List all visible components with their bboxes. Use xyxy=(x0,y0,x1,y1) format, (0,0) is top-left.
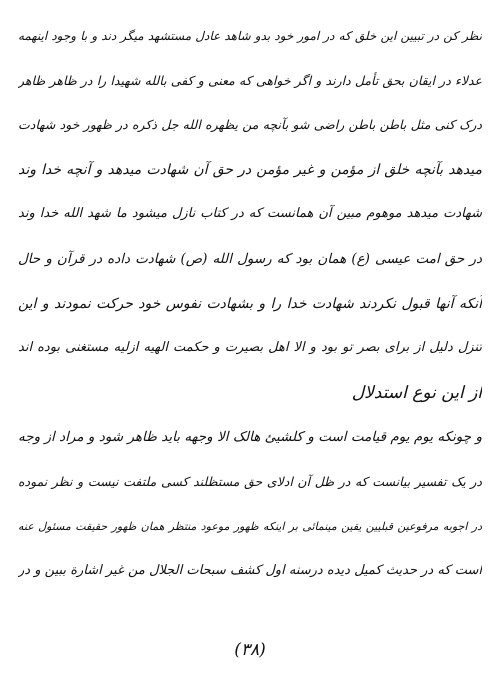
text-line: از این نوع استدلال xyxy=(351,382,482,403)
text-line: شهادت میدهد موهوم مبین آن همانست که در کتاب نازل میشود ما شهد الله خدا وند xyxy=(18,206,482,222)
text-line: در اجوبه مرفوعین قبلیین یقین مینمائی بر اینکه ظهور موعود منتظر همان ظهور حقیقت مسئول عنه xyxy=(18,519,482,533)
text-line: میدهد بآنچه خلق از مؤمن و غیر مؤمن در حق آن شهادت میدهد و آنچه خدا وند xyxy=(18,161,482,178)
text-line: و چونکه یوم یوم قیامت است و کلشیئ هالک الا وجهه باید ظاهر شود و مراد از وجه xyxy=(18,429,482,446)
text-line: آنکه آنها قبول نکردند شهادت خدا را و بشهادت نفوس خود حرکت نمودند و این xyxy=(18,295,482,312)
page-number: (۳۸) xyxy=(234,640,266,660)
text-line: تنزل دلیل از برای بصر تو بود و الا اهل بصیرت و حکمت الهیه ازلیه مستغنی بوده اند xyxy=(18,340,482,356)
text-line: عدلاء در ایقان بحق تأمل دارند و اگر خواهی که معنی و کفی بالله شهیدا را در ظاهر ظاهر xyxy=(18,72,482,88)
body-text xyxy=(18,14,482,594)
text-line: است که در حدیث کمیل دیده درسنه اول کشف سبحات الجلال من غیر اشارة ببین و در xyxy=(18,563,482,579)
text-line: در حق امت عیسی (ع) همان بود که رسول الله (ص) شهادت داده در قرآن و حال xyxy=(18,250,482,267)
text-line: درک کنی مثل باطن باطن راضی شو بآنچه من یظهره الله جل ذکره در ظهور خود شهادت xyxy=(18,117,482,133)
text-line: در یک تفسیر بیانست که در ظل آن ادلای حق مستظلند کسی ملتفت نیست و نظر نموده xyxy=(18,473,482,489)
text-line: نظر کن در تبیین این خلق که در امور خود بدو شاهد عادل مستشهد میگر دند و با وجود اینهمه xyxy=(18,29,482,43)
